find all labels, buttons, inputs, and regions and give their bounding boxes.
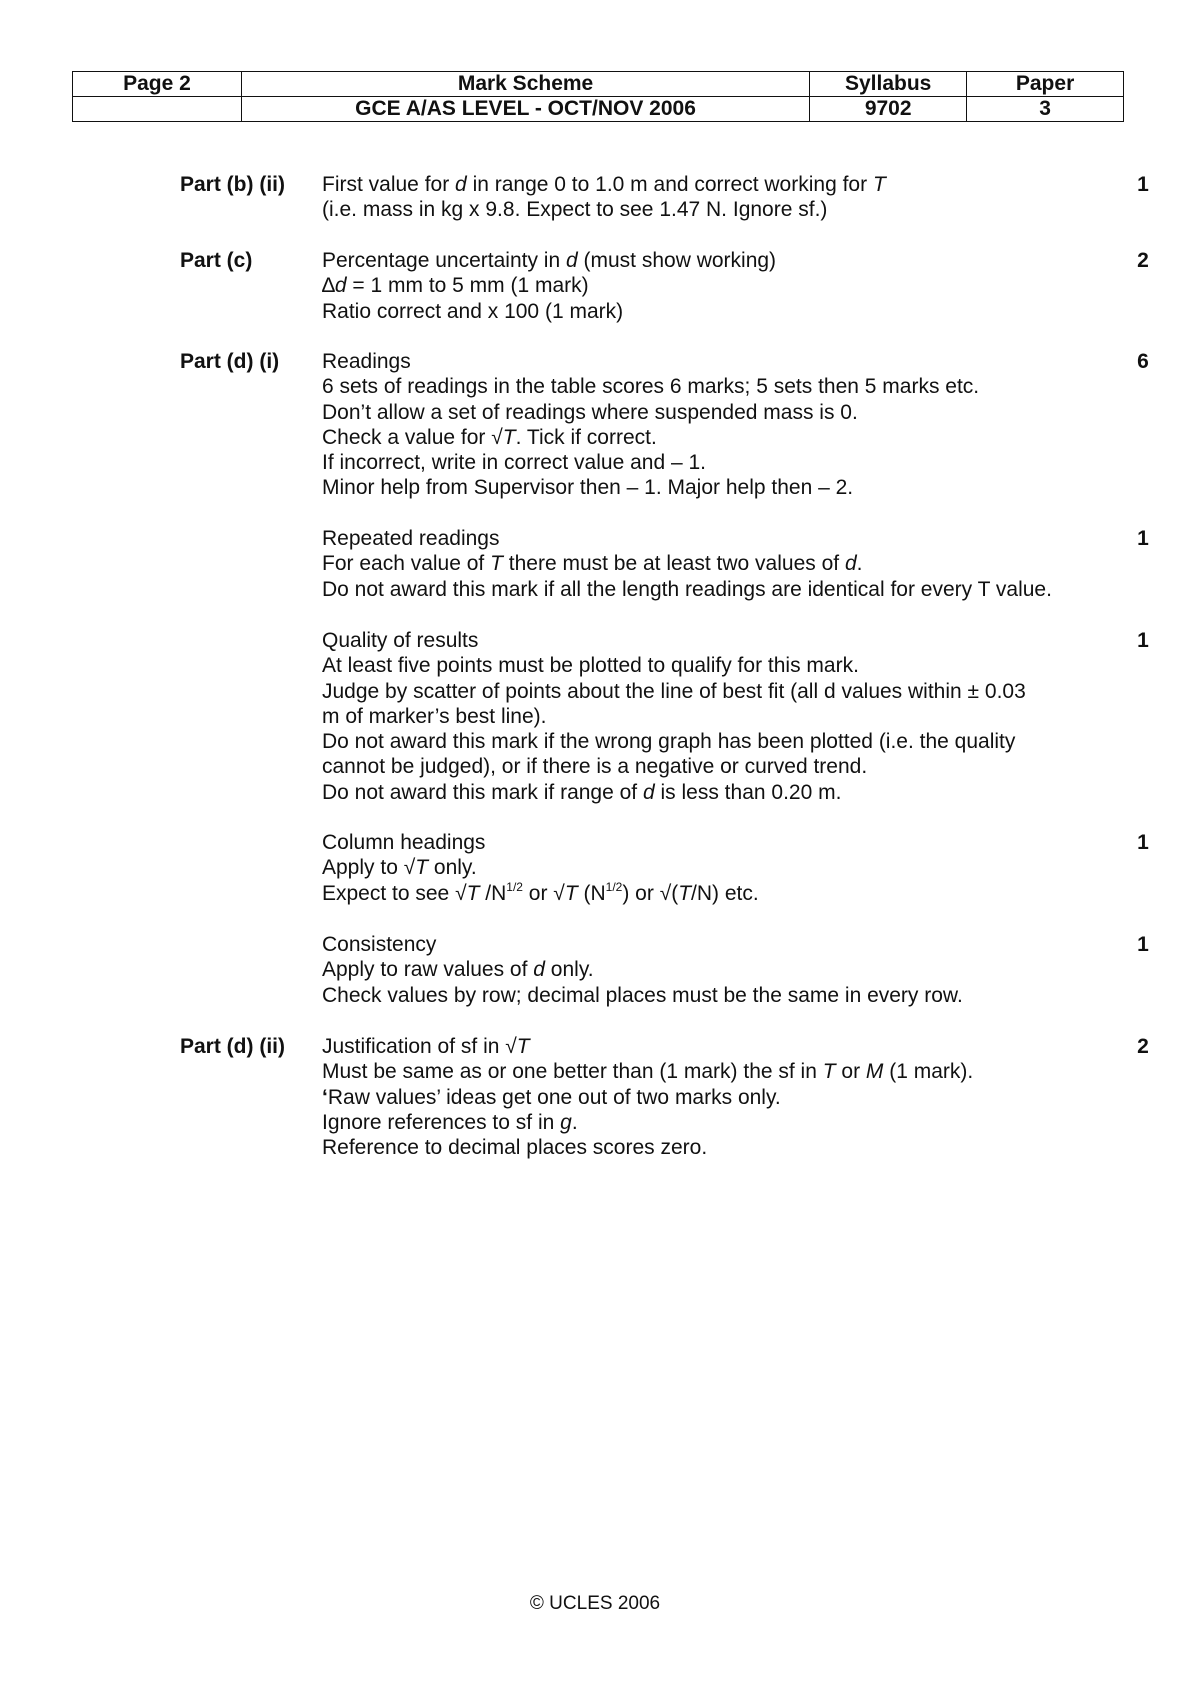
text-line: ‘Raw values’ ideas get one out of two marks only. — [322, 1085, 781, 1109]
section-text — [322, 830, 1122, 906]
text-line: For each value of T there must be at least two values of d. — [322, 552, 863, 576]
text-line: Quality of results — [322, 629, 479, 652]
section-text — [322, 932, 1122, 1008]
text-line: Apply to √T only. — [322, 856, 477, 880]
text-line: Ignore references to sf in g. — [322, 1110, 578, 1134]
text-line: Readings — [322, 350, 411, 373]
text-line: Repeated readings — [322, 527, 500, 550]
marks-value: 2 — [1137, 249, 1149, 272]
text-line: Apply to raw values of d only. — [322, 958, 594, 982]
text-line: cannot be judged), or if there is a negative or curved trend. — [322, 755, 868, 779]
marks-value: 1 — [1137, 831, 1149, 854]
header-table — [72, 71, 1124, 122]
syllabus-label: Syllabus — [810, 72, 967, 97]
copyright-footer: © UCLES 2006 — [529, 1593, 661, 1614]
marks-value: 1 — [1137, 933, 1149, 956]
document-title: Mark Scheme — [241, 72, 809, 97]
part-label: Part (b) (ii) — [180, 173, 285, 196]
part-label: Part (c) — [180, 249, 253, 272]
part-label: Part (d) (ii) — [180, 1035, 285, 1058]
header-row-1 — [73, 72, 1124, 97]
text-line: Percentage uncertainty in d (must show working) — [322, 249, 777, 272]
text-line: Do not award this mark if range of d is less than 0.20 m. — [322, 780, 842, 804]
text-line: Check values by row; decimal places must be the same in every row. — [322, 983, 963, 1007]
text-line: Justification of sf in √T — [322, 1035, 530, 1058]
text-line: Ratio correct and x 100 (1 mark) — [322, 299, 624, 323]
section-text — [322, 1034, 1122, 1160]
exam-subtitle: GCE A/AS LEVEL - OCT/NOV 2006 — [241, 97, 809, 122]
text-line: Must be same as or one better than (1 mark) the sf in T or M (1 mark). — [322, 1060, 974, 1084]
text-line: At least five points must be plotted to qualify for this mark. — [322, 654, 859, 678]
section-text — [322, 172, 1122, 223]
marks-value: 6 — [1137, 350, 1149, 373]
header-blank-cell — [73, 97, 242, 122]
text-line: Check a value for √T. Tick if correct. — [322, 425, 657, 449]
text-line: If incorrect, write in correct value and – 1. — [322, 451, 706, 475]
syllabus-code: 9702 — [810, 97, 967, 122]
text-line: Consistency — [322, 933, 437, 956]
text-line: ∆d = 1 mm to 5 mm (1 mark) — [322, 274, 589, 298]
marks-value: 1 — [1137, 629, 1149, 652]
text-line: 6 sets of readings in the table scores 6 marks; 5 sets then 5 marks etc. — [322, 375, 980, 399]
paper-label: Paper — [967, 72, 1124, 97]
section-text — [322, 526, 1122, 602]
text-line: m of marker’s best line). — [322, 704, 547, 728]
text-line: Minor help from Supervisor then – 1. Major help then – 2. — [322, 476, 854, 500]
header-row-2 — [73, 97, 1124, 122]
section-text — [322, 349, 1122, 501]
text-line: Don’t allow a set of readings where suspended mass is 0. — [322, 400, 858, 424]
text-line: First value for d in range 0 to 1.0 m and correct working for T — [322, 173, 886, 196]
marks-value: 1 — [1137, 527, 1149, 550]
text-line: Do not award this mark if all the length readings are identical for every T value. — [322, 577, 1052, 601]
section-text — [322, 628, 1122, 805]
part-label: Part (d) (i) — [180, 350, 280, 373]
paper-number: 3 — [967, 97, 1124, 122]
text-line: Reference to decimal places scores zero. — [322, 1136, 708, 1160]
text-line: Expect to see √T $/N^{1/2}$ or √T $(N^{1/2})$ or √(T/N) etc. — [322, 879, 759, 905]
text-line: Do not award this mark if the wrong graph has been plotted (i.e. the quality — [322, 730, 1016, 754]
text-line: (i.e. mass in kg x 9.8. Expect to see 1.47 N. Ignore sf.) — [322, 198, 828, 222]
page-number: Page 2 — [73, 72, 242, 97]
marks-value: 2 — [1137, 1035, 1149, 1058]
marks-value: 1 — [1137, 173, 1149, 196]
text-line: Judge by scatter of points about the line of best fit (all d values within ± 0.03 — [322, 679, 1026, 703]
section-text — [322, 248, 1122, 324]
text-line: Column headings — [322, 831, 486, 854]
